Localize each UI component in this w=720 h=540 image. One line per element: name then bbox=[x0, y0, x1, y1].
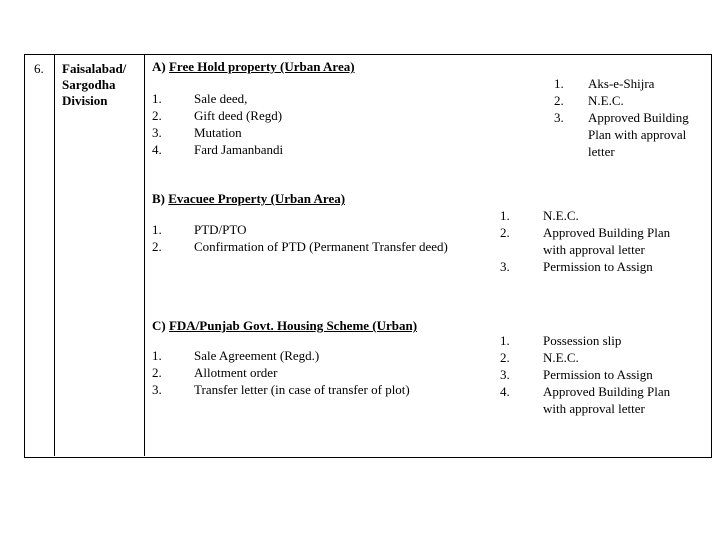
division-line-1: Faisalabad/ bbox=[62, 61, 127, 76]
document-item: 3. Approved Building bbox=[554, 110, 689, 125]
section-c-prefix: C) bbox=[152, 318, 166, 333]
list-item: 2. Gift deed (Regd) bbox=[152, 108, 283, 123]
document-item: 3. Permission to Assign bbox=[500, 367, 653, 382]
section-a-heading bbox=[152, 58, 355, 75]
section-a-title: Free Hold property (Urban Area) bbox=[168, 59, 355, 74]
list-item: 1. PTD/PTO bbox=[152, 222, 247, 237]
section-b-title: Evacuee Property (Urban Area) bbox=[168, 191, 346, 206]
list-item: 2. Confirmation of PTD (Permanent Transfer deed) bbox=[152, 239, 448, 254]
document-item-continued: Plan with approval bbox=[588, 127, 687, 142]
document-item: 2. N.E.C. bbox=[500, 350, 579, 365]
section-b-prefix: B) bbox=[152, 191, 165, 206]
document-item: 4. Approved Building Plan bbox=[500, 384, 671, 399]
document-item-continued: with approval letter bbox=[543, 242, 645, 257]
section-c-items bbox=[152, 347, 482, 398]
section-a-items bbox=[152, 90, 472, 158]
section-c-heading bbox=[152, 317, 417, 334]
section-a-prefix: A) bbox=[152, 59, 166, 74]
section-a-documents bbox=[554, 75, 704, 160]
document-item: 1. Aks-e-Shijra bbox=[554, 76, 655, 91]
list-item: 1. Sale deed, bbox=[152, 91, 248, 106]
division-line-2: Sargodha bbox=[62, 77, 116, 92]
list-item: 4. Fard Jamanbandi bbox=[152, 142, 284, 157]
document-item-continued: with approval letter bbox=[543, 401, 645, 416]
section-b-heading bbox=[152, 190, 345, 207]
section-b-items bbox=[152, 221, 482, 255]
section-b-documents bbox=[500, 207, 705, 275]
list-item: 2. Allotment order bbox=[152, 365, 278, 380]
division-line-3: Division bbox=[62, 93, 108, 108]
document-item: 1. N.E.C. bbox=[500, 208, 579, 223]
document-item: 1. Possession slip bbox=[500, 333, 622, 348]
document-item: 2. N.E.C. bbox=[554, 93, 624, 108]
column-divider-1 bbox=[54, 54, 55, 456]
document-item: 3. Permission to Assign bbox=[500, 259, 653, 274]
list-item: 3. Transfer letter (in case of transfer of plot) bbox=[152, 382, 410, 397]
document-item: 2. Approved Building Plan bbox=[500, 225, 671, 240]
column-divider-2 bbox=[144, 54, 145, 456]
section-c-documents bbox=[500, 332, 705, 417]
document-item-continued: letter bbox=[588, 144, 615, 159]
list-item: 3. Mutation bbox=[152, 125, 242, 140]
row-number: 6. bbox=[34, 61, 44, 76]
section-c-title: FDA/Punjab Govt. Housing Scheme (Urban) bbox=[168, 318, 418, 333]
list-item: 1. Sale Agreement (Regd.) bbox=[152, 348, 320, 363]
